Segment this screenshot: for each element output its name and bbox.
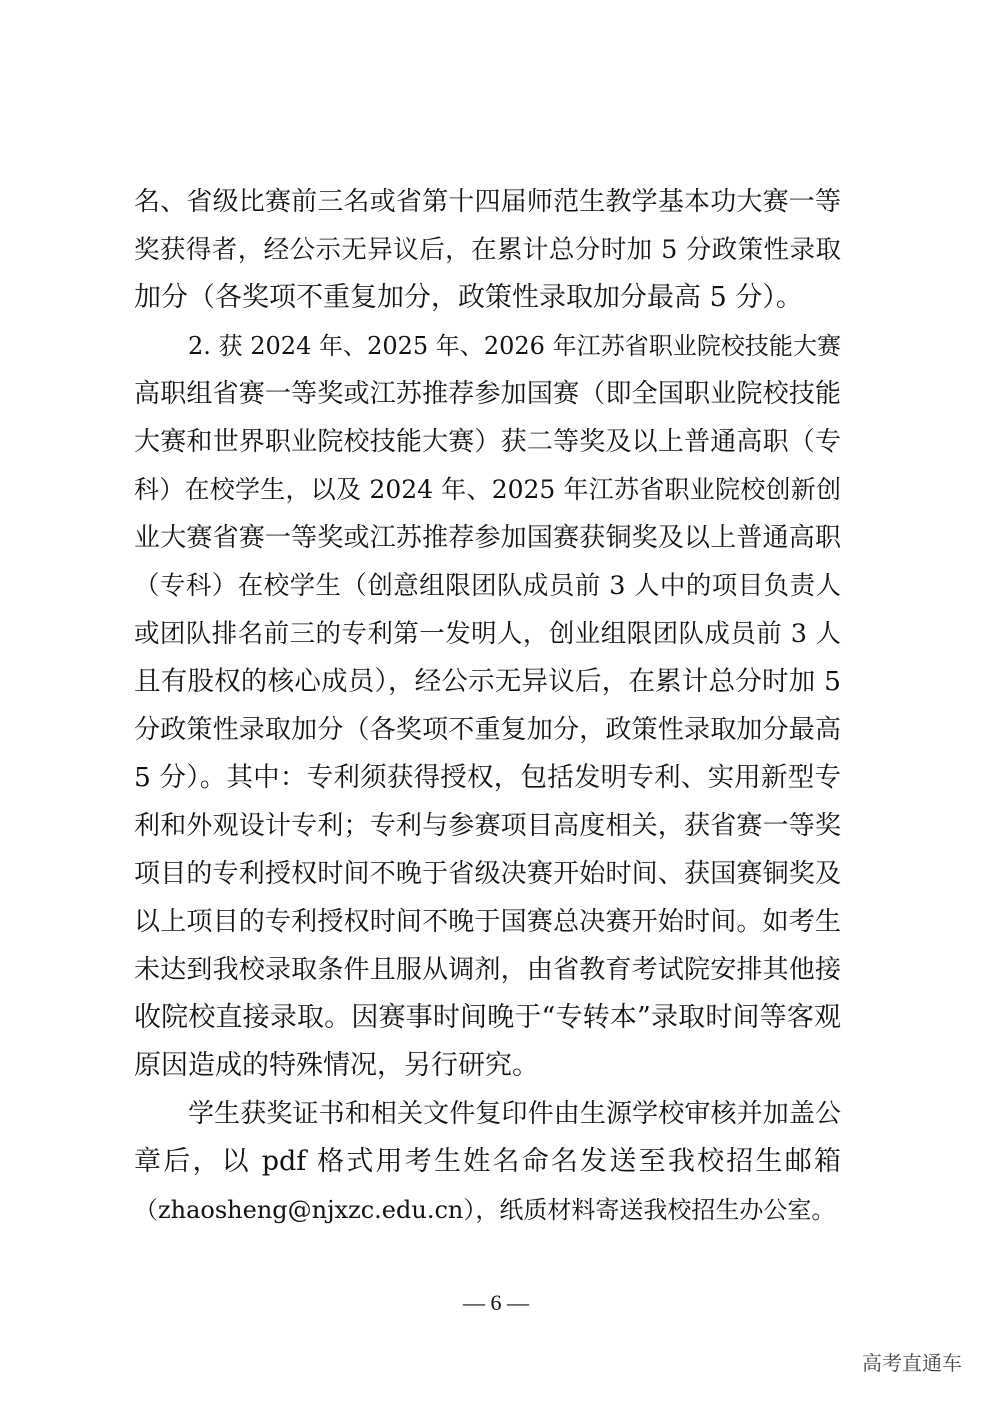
text-line: 2. 获 2024 年、2025 年、2026 年江苏省职业院校技能大赛 bbox=[188, 332, 841, 360]
text-line: 科）在校学生，以及 2024 年、2025 年江苏省职业院校创新创 bbox=[134, 475, 841, 504]
text-line: 大赛和世界职业院校技能大赛）获二等奖及以上普通高职（专 bbox=[134, 427, 841, 457]
text-line: 项目的专利授权时间不晚于省级决赛开始时间、获国赛铜奖及 bbox=[134, 859, 841, 889]
text-line: 分政策性录取加分（各奖项不重复加分，政策性录取加分最高 bbox=[134, 715, 841, 745]
text-line: 收院校直接录取。因赛事时间晚于“专转本”录取时间等客观 bbox=[134, 1002, 841, 1033]
text-line: 以上项目的专利授权时间不晚于国赛总决赛开始时间。如考生 bbox=[134, 907, 841, 937]
text-line: 章后，以 pdf 格式用考生姓名命名发送至我校招生邮箱 bbox=[134, 1146, 841, 1177]
text-line: 业大赛省赛一等奖或江苏推荐参加国赛获铜奖及以上普通高职 bbox=[134, 523, 841, 553]
text-line: 奖获得者，经公示无异议后，在累计总分时加 5 分政策性录取 bbox=[134, 235, 841, 265]
text-line: 加分（各奖项不重复加分，政策性录取加分最高 5 分）。 bbox=[134, 282, 803, 313]
page-number: — 6 — bbox=[463, 1290, 529, 1315]
text-line: 5 分）。其中：专利须获得授权，包括发明专利、实用新型专 bbox=[134, 762, 841, 793]
text-line: 学生获奖证书和相关文件复印件由生源学校审核并加盖公 bbox=[188, 1099, 841, 1129]
text-line: （zhaosheng@njxzc.edu.cn），纸质材料寄送我校招生办公室。 bbox=[134, 1196, 836, 1224]
text-line: 且有股权的核心成员），经公示无异议后，在累计总分时加 5 bbox=[134, 666, 841, 697]
text-line: 利和外观设计专利；专利与参赛项目高度相关，获省赛一等奖 bbox=[134, 811, 841, 841]
text-line: 名、省级比赛前三名或省第十四届师范生教学基本功大赛一等 bbox=[134, 187, 841, 217]
text-line: 高职组省赛一等奖或江苏推荐参加国赛（即全国职业院校技能 bbox=[134, 379, 841, 409]
text-line: 未达到我校录取条件且服从调剂，由省教育考试院安排其他接 bbox=[134, 955, 841, 985]
text-line: （专科）在校学生（创意组限团队成员前 3 人中的项目负责人 bbox=[134, 571, 841, 601]
text-line: 或团队排名前三的专利第一发明人，创业组限团队成员前 3 人 bbox=[134, 619, 841, 649]
text-line: 原因造成的特殊情况，另行研究。 bbox=[134, 1050, 539, 1081]
watermark: 高考直通车 bbox=[862, 1351, 962, 1375]
